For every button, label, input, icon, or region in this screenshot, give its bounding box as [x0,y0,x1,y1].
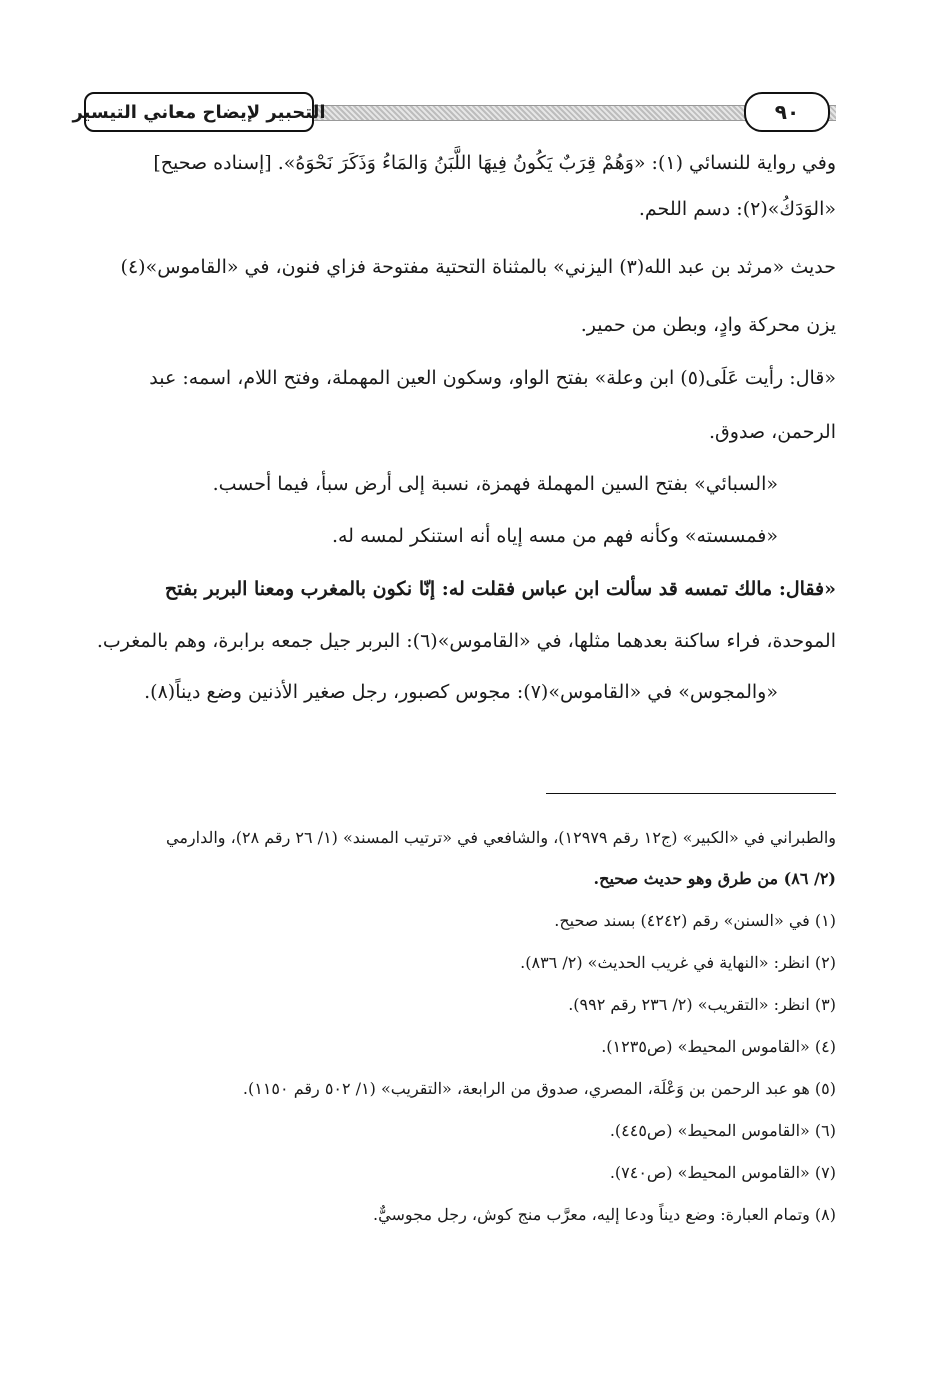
footnote-3: (٣) انظر: «التقريب» (٢/ ٢٣٦ رقم ٩٩٢). [568,995,836,1014]
main-text [82,143,836,712]
main-line: «الوَدَكُ»(٢): دسم اللحم. [638,198,836,220]
footnotes [82,823,836,1230]
book-title: التحبير لإيضاح معاني التيسير [84,92,314,132]
footnote-5: (٥) هو عبد الرحمن بن وَعْلَة، المصري، صدوق من الرابعة، «التقريب» (١/ ٥٠٢ رقم ١١٥٠). [242,1079,836,1098]
main-line: يزن محركة وادٍ، وبطن من حمير. [580,314,836,336]
main-line: الموحدة، فراء ساكنة بعدهما مثلها، في «القاموس»(٦): البربر جيل جمعه برابرة، وهم بالمغرب. [96,630,836,652]
main-line: «قال: رأيت عَلَى(٥) ابن وعلة» بفتح الواو، وسكون العين المهملة، وفتح اللام، اسمه: عبد [149,367,836,389]
footnote-8: (٨) وتمام العبارة: وضع ديناً ودعا إليه، معرَّب منج كوش، رجل مجوسيٌّ. [373,1205,836,1224]
page-number: ٩٠ [744,92,830,132]
main-line: «فمسسته» وكأنه فهم من مسه إياه أنه استنكر لمسه له. [331,525,778,547]
footnote-2: (٢) انظر: «النهاية في غريب الحديث» (٢/ ٨٣٦). [520,953,836,972]
page-header [72,92,836,132]
main-line: «فقال: مالك تمسه قد سألت ابن عباس فقلت له: إنّا نكون بالمغرب ومعنا البربر بفتح [164,578,836,600]
footnote-line: والطبراني في «الكبير» (ج١٢ رقم ١٢٩٧٩)، والشافعي في «ترتيب المسند» (١/ ٢٦ رقم ٢٨)، والدارمي [165,828,836,847]
footnote-1: (١) في «السنن» رقم (٤٢٤٢) بسند صحيح. [554,911,836,930]
footnote-6: (٦) «القاموس المحيط» (ص٤٤٥). [609,1121,836,1140]
main-line: الرحمن، صدوق. [709,421,836,443]
footnote-line: (٢/ ٨٦) من طرق وهو حديث صحيح. [593,869,836,888]
footnote-divider [546,793,836,794]
footnote-4: (٤) «القاموس المحيط» (ص١٢٣٥). [601,1037,836,1056]
main-line: «السبائي» بفتح السين المهملة فهمزة، نسبة إلى أرض سبأ، فيما أحسب. [212,473,778,495]
main-line: وفي رواية للنسائي (١): «وَهُمْ قِرَبٌ يَكُونُ فِيهَا اللَّبَنُ وَالمَاءُ وَذَكَرَ نَحْوَهُ». [إسناده صحيح] [153,152,836,174]
main-line: «والمجوس» في «القاموس»(٧): مجوس كصبور، رجل صغير الأذنين وضع ديناً(٨). [144,681,778,703]
footnote-7: (٧) «القاموس المحيط» (ص٧٤٠). [609,1163,836,1182]
main-line: حديث «مرثد بن عبد الله(٣) اليزني» بالمثناة التحتية مفتوحة فزاي فنون، في «القاموس»(٤) [120,256,836,278]
